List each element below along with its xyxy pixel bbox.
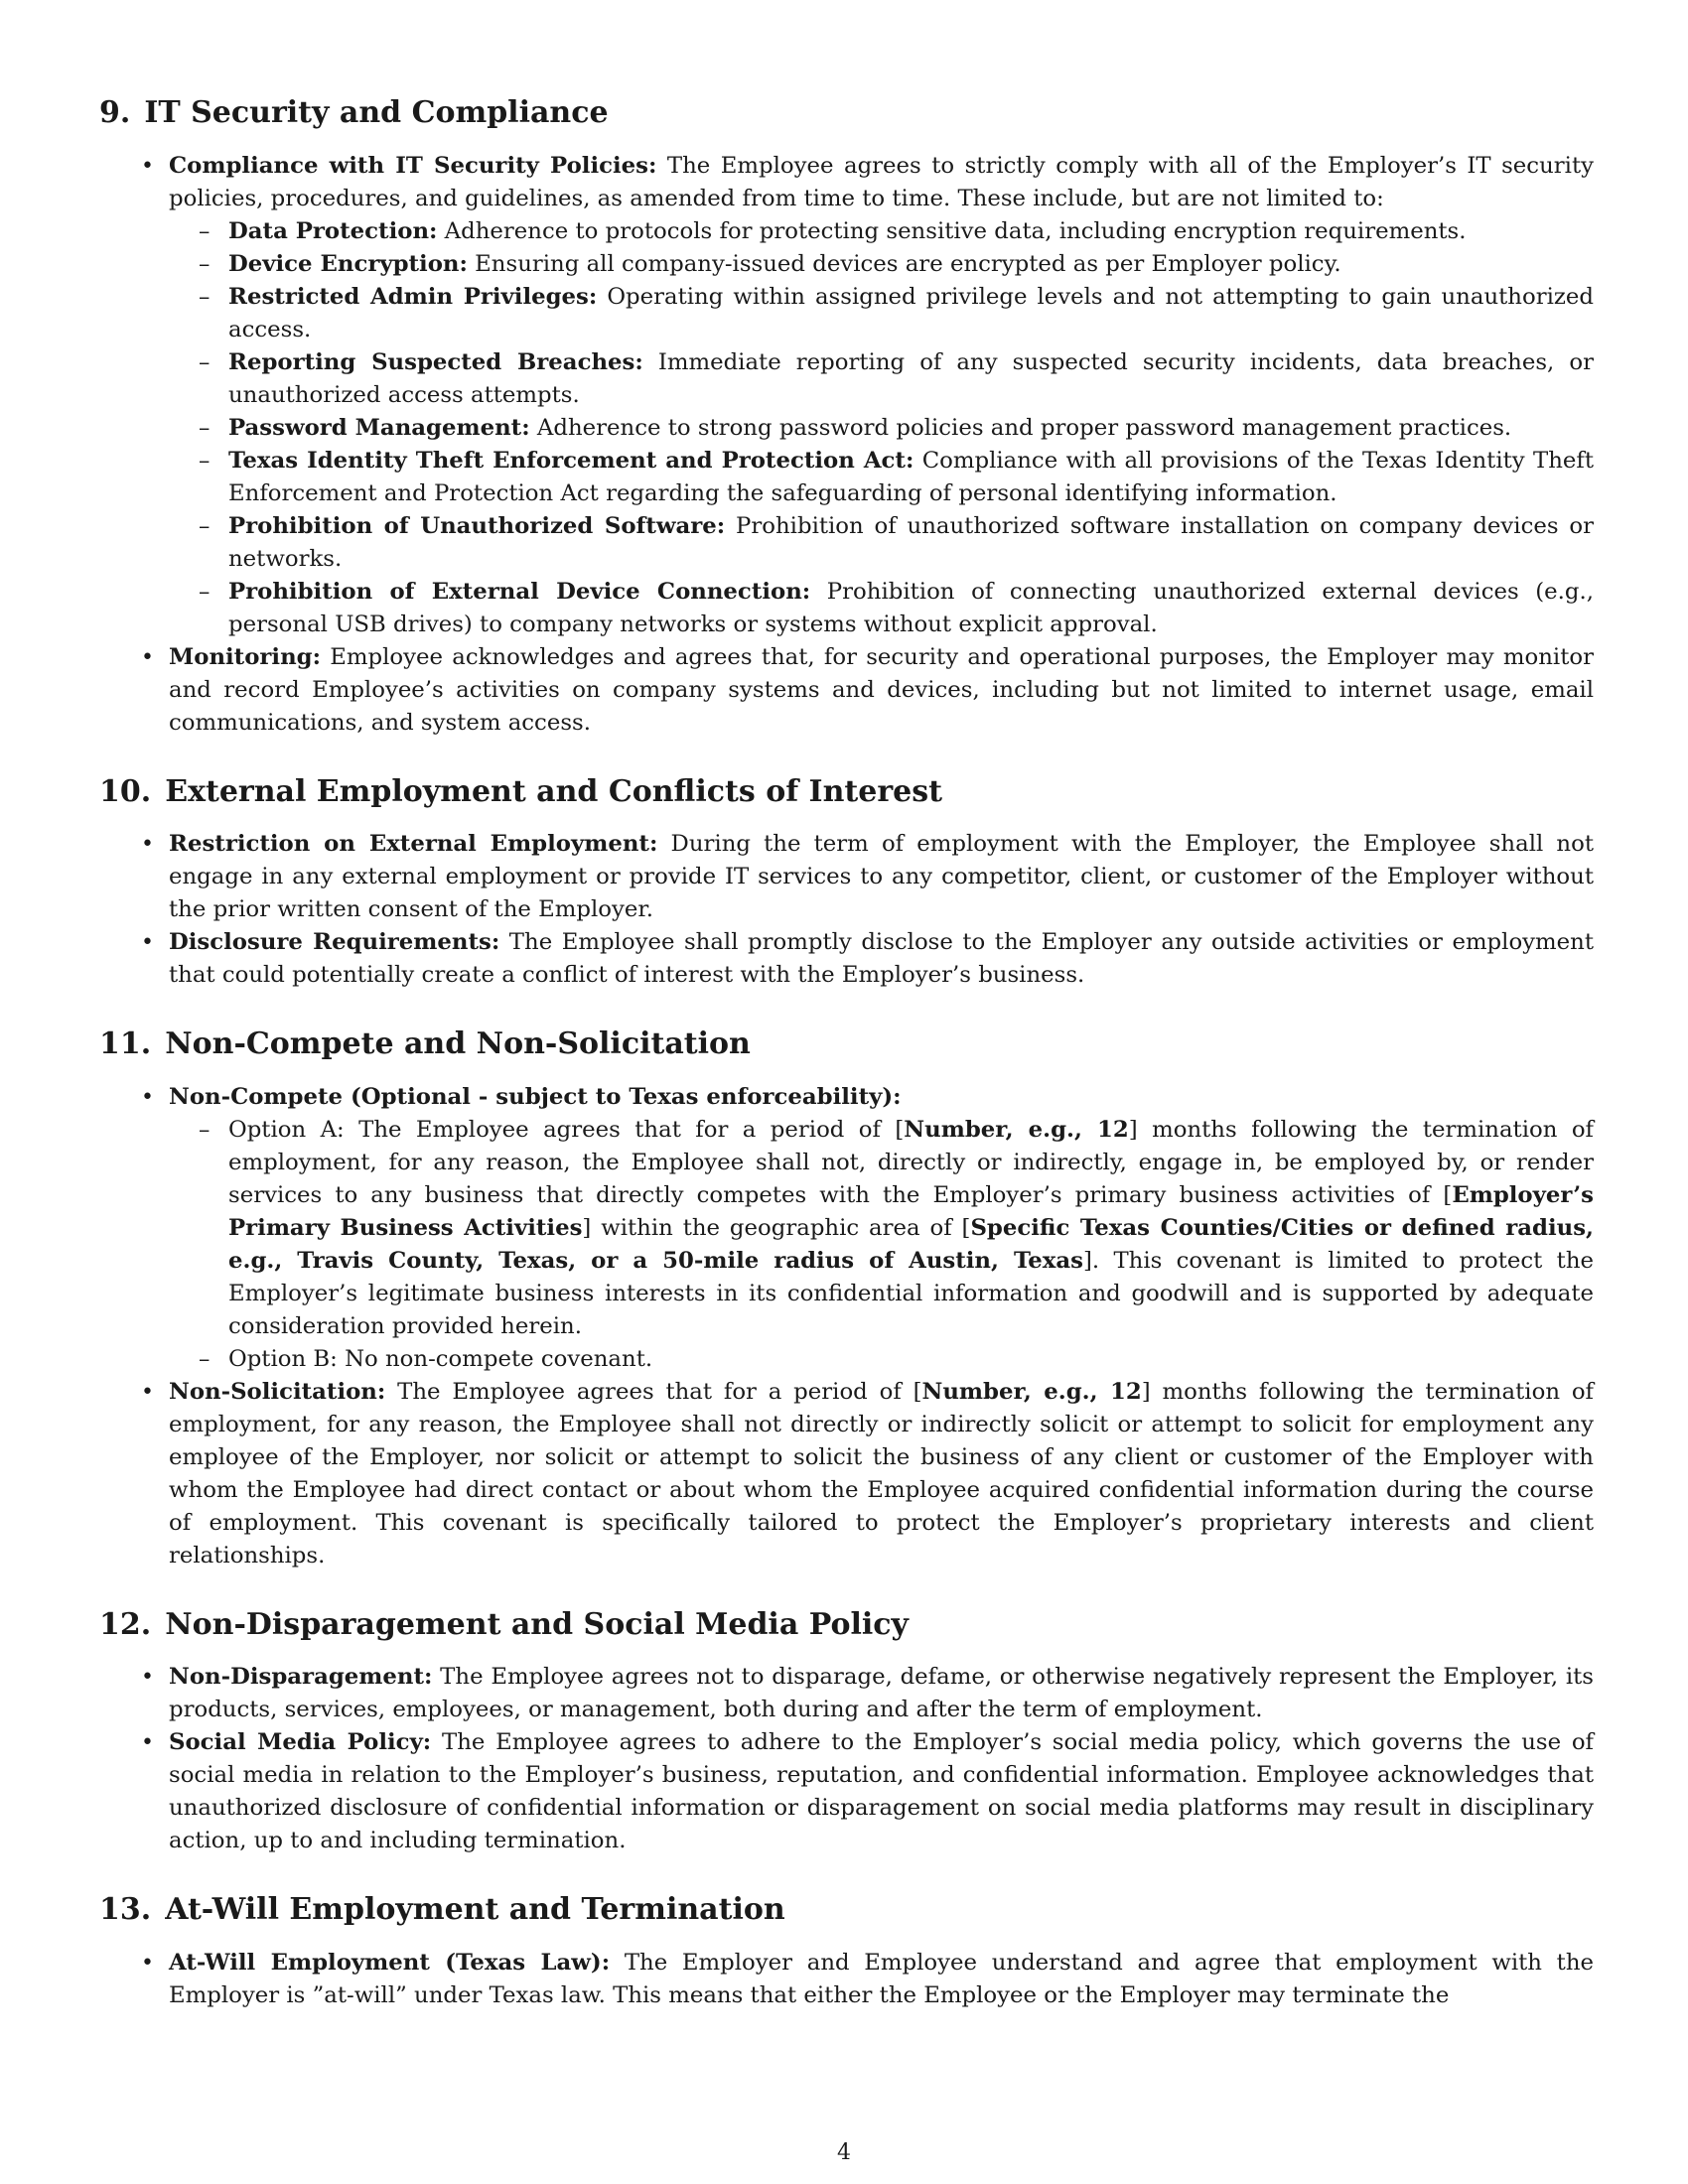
item-label: Reporting Suspected Breaches:: [228, 348, 643, 375]
sub-list: [169, 215, 1594, 641]
item-label: Prohibition of External Device Connection:: [228, 578, 811, 605]
item-emphasis: Employer’s Primary Business Activities: [228, 1181, 1594, 1241]
item-text: Prohibition of unauthorized software installation on company devices or networks.: [228, 512, 1594, 572]
item-text: The Employee agrees to adhere to the Employer’s social media policy, which governs the use of social media in relation to the Employer’s business, reputation, and confidential information. Employee acknowledges that unauthorized disclosure of confidential information or disparagement on social media platforms may result in disciplinary action, up to and including termination.: [169, 1729, 1594, 1853]
item-label: Restriction on External Employment:: [169, 831, 658, 857]
list-item: [169, 1081, 1594, 1376]
section-heading: [99, 1025, 1594, 1063]
section: [99, 1891, 1594, 2012]
list-item: [169, 1726, 1594, 1857]
section-title: At-Will Employment and Termination: [165, 1892, 785, 1927]
item-text: The Employee agrees that for a period of [: [385, 1378, 922, 1405]
item-text: Employee acknowledges and agrees that, for security and operational purposes, the Employer may monitor and record Employee’s activities on company systems and devices, including but not limited to internet usage, email communications, and system access.: [169, 643, 1594, 736]
section-number: 11.: [99, 1026, 152, 1061]
item-label: Restricted Admin Privileges:: [228, 283, 598, 310]
section: [99, 1606, 1594, 1858]
sub-list-item: [228, 215, 1594, 248]
item-text: ] months following the termination of employment, for any reason, the Employee shall not, directly or indirectly, engage in, be employed by, or render services to any business that directly competes with the Employer’s primary business activities of [: [228, 1116, 1594, 1208]
item-text: Ensuring all company-issued devices are encrypted as per Employer policy.: [467, 250, 1341, 277]
sub-list-item: [228, 248, 1594, 281]
item-text: Immediate reporting of any suspected security incidents, data breaches, or unauthorized access attempts.: [228, 348, 1594, 408]
list-item: [169, 1376, 1594, 1572]
sub-list-item: [228, 281, 1594, 346]
sub-list-item: [228, 576, 1594, 641]
item-text: During the term of employment with the Employer, the Employee shall not engage in any external employment or provide IT services to any competitor, client, or customer of the Employer without the prior written consent of the Employer.: [169, 831, 1595, 922]
list-item: [169, 828, 1594, 926]
list-item: [169, 926, 1594, 992]
bullet-list: [99, 828, 1594, 992]
item-emphasis: Number, e.g., 12: [921, 1378, 1142, 1405]
list-item: [169, 1947, 1594, 2012]
sub-list-item: [228, 346, 1594, 412]
section-number: 10.: [99, 773, 152, 809]
item-text: Prohibition of connecting unauthorized external devices (e.g., personal USB drives) to company networks or systems without explicit approval.: [228, 578, 1594, 637]
item-label: Non-Compete (Optional - subject to Texas enforceability):: [169, 1083, 902, 1110]
item-emphasis: Specific Texas Counties/Cities or defined radius, e.g., Travis County, Texas, or a 50-mile radius of Austin, Texas: [228, 1214, 1594, 1274]
item-label: Texas Identity Theft Enforcement and Protection Act:: [228, 447, 914, 474]
section-heading: [99, 94, 1594, 132]
bullet-list: [99, 1947, 1594, 2012]
item-text: The Employer and Employee understand and agree that employment with the Employer is ”at-will” under Texas law. This means that either the Employee or the Employer may terminate the: [169, 1949, 1595, 2008]
item-text: Option A: The Employee agrees that for a period of [: [228, 1116, 905, 1143]
sub-list-item: [228, 1114, 1594, 1343]
bullet-list: [99, 1661, 1594, 1857]
section: [99, 1025, 1594, 1572]
item-emphasis: Number, e.g., 12: [904, 1116, 1129, 1143]
section: [99, 94, 1594, 740]
section-number: 12.: [99, 1606, 152, 1642]
item-text: Compliance with all provisions of the Texas Identity Theft Enforcement and Protection Act regarding the safeguarding of personal identifying information.: [228, 447, 1594, 506]
section-heading: [99, 773, 1594, 811]
section-heading: [99, 1891, 1594, 1929]
item-text: Adherence to strong password policies and proper password management practices.: [529, 414, 1512, 441]
sub-list-item: [228, 445, 1594, 510]
item-text: Adherence to protocols for protecting sensitive data, including encryption requirements.: [437, 217, 1467, 244]
item-emphasis: Non-Solicitation:: [169, 1378, 386, 1405]
item-label: Monitoring:: [169, 643, 322, 670]
item-text: The Employee agrees not to disparage, defame, or otherwise negatively represent the Employer, its products, services, employees, or management, both during and after the term of employment.: [169, 1664, 1594, 1722]
section: [99, 773, 1594, 993]
list-item: [169, 641, 1594, 740]
sub-list: [169, 1114, 1594, 1376]
item-label: Disclosure Requirements:: [169, 929, 500, 955]
item-text: ]. This covenant is limited to protect the Employer’s legitimate business interests in its confidential information and goodwill and is supported by adequate consideration provided herein.: [228, 1247, 1594, 1339]
bullet-list: [99, 150, 1594, 740]
item-text: Operating within assigned privilege levels and not attempting to gain unauthorized access.: [228, 283, 1594, 342]
section-title: IT Security and Compliance: [144, 95, 609, 130]
item-text: Option B: No non-compete covenant.: [228, 1345, 653, 1372]
item-label: Non-Disparagement:: [169, 1664, 433, 1690]
section-title: Non-Disparagement and Social Media Policy: [165, 1606, 909, 1642]
item-label: Prohibition of Unauthorized Software:: [228, 512, 726, 539]
section-title: External Employment and Conflicts of Interest: [165, 773, 942, 809]
section-title: Non-Compete and Non-Solicitation: [165, 1026, 751, 1061]
section-heading: [99, 1606, 1594, 1644]
sub-list-item: [228, 1343, 1594, 1376]
section-number: 9.: [99, 95, 131, 130]
bullet-list: [99, 1081, 1594, 1572]
item-label: Data Protection:: [228, 217, 438, 244]
item-label: Password Management:: [228, 414, 530, 441]
list-item: [169, 1661, 1594, 1726]
item-label: At-Will Employment (Texas Law):: [169, 1949, 611, 1976]
item-text: The Employee shall promptly disclose to the Employer any outside activities or employment that could potentially create a conflict of interest with the Employer’s business.: [169, 929, 1595, 988]
item-label: Compliance with IT Security Policies:: [169, 152, 657, 179]
document-page: [99, 94, 1594, 2046]
item-text: ] months following the termination of employment, for any reason, the Employee shall not directly or indirectly solicit or attempt to solicit for employment any employee of the Employer, nor solicit or attempt to solicit the business of any client or customer of the Employer with whom the Employee had direct contact or about whom the Employee acquired confidential information during the course of employment. This covenant is specifically tailored to protect the Employer’s proprietary interests and client relationships.: [169, 1378, 1594, 1569]
item-text: ] within the geographic area of [: [582, 1214, 971, 1241]
item-label: Device Encryption:: [228, 250, 468, 277]
item-text: The Employee agrees to strictly comply with all of the Employer’s IT security policies, procedures, and guidelines, as amended from time to time. These include, but are not limited to:: [169, 152, 1594, 211]
sub-list-item: [228, 412, 1594, 445]
sub-list-item: [228, 510, 1594, 576]
page-number: 4: [837, 2140, 851, 2165]
section-number: 13.: [99, 1892, 152, 1927]
item-label: Social Media Policy:: [169, 1729, 432, 1755]
list-item: [169, 150, 1594, 641]
